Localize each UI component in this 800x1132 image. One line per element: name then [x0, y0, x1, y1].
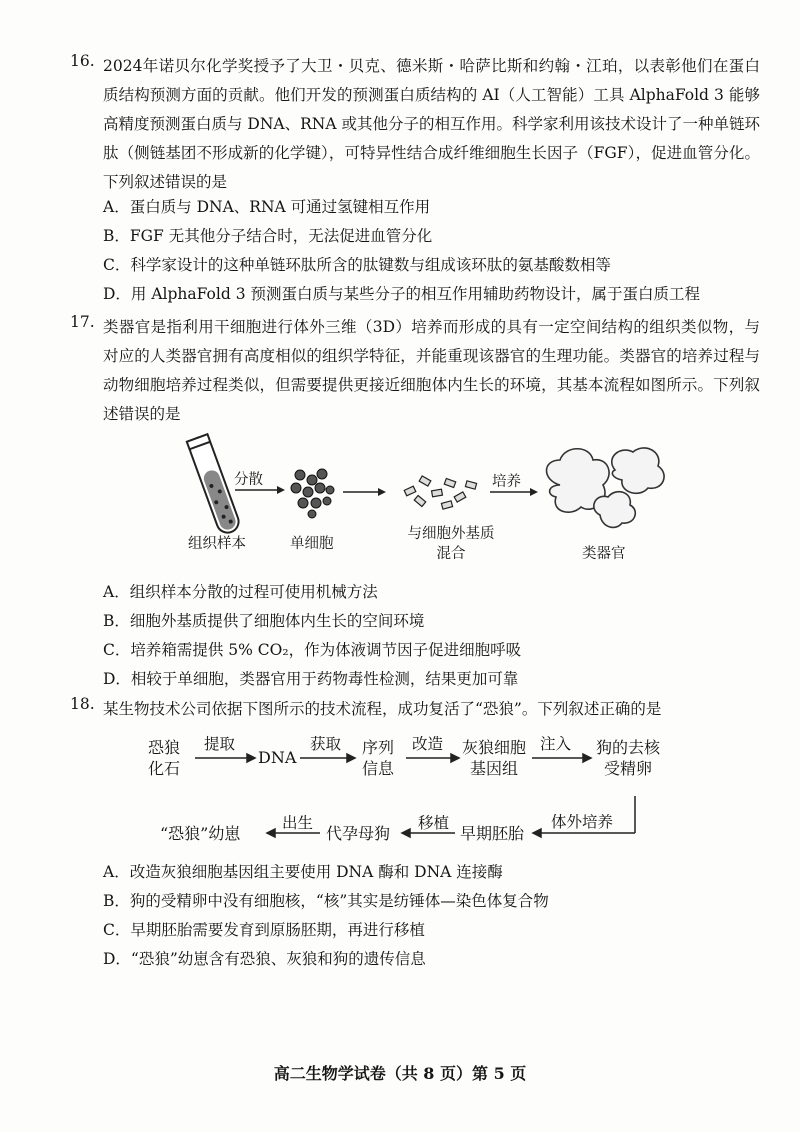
arrow-extract-label: 提取 — [204, 735, 236, 753]
organoid-icon — [547, 448, 665, 527]
arrow-culture-label: 培养 — [492, 474, 521, 490]
question-16 — [70, 52, 760, 197]
label-matrix-mix-line1: 与细胞外基质 — [407, 526, 495, 542]
node-fossil — [148, 737, 180, 779]
option-c[interactable]: C．培养箱需提供 5% CO₂，作为体液调节因子促进细胞呼吸 — [103, 641, 522, 659]
option-d[interactable]: D．相较于单细胞，类器官用于药物毒性检测，结果更加可靠 — [103, 670, 519, 688]
option-d[interactable]: D．“恐狼”幼崽含有恐狼、灰狼和狗的遗传信息 — [103, 950, 426, 968]
matrix-cells-icon — [404, 476, 476, 509]
option-c[interactable]: C．科学家设计的这种单链环肽所含的肽键数与组成该环肽的氨基酸数相等 — [103, 256, 611, 274]
single-cells-icon — [291, 469, 334, 518]
node-sequence-line1: 序列 — [362, 738, 395, 757]
page-footer: 高二生物学试卷（共 8 页）第 5 页 — [273, 1064, 527, 1083]
node-gray-wolf-line2: 基因组 — [470, 759, 519, 778]
question-18 — [70, 695, 760, 724]
option-b[interactable]: B．FGF 无其他分子结合时，无法促进血管分化 — [103, 227, 433, 245]
node-enucleated-egg — [596, 737, 660, 779]
arrow-disperse-label: 分散 — [234, 472, 263, 488]
option-a[interactable]: A．蛋白质与 DNA、RNA 可通过氢键相互作用 — [103, 198, 431, 216]
option-b[interactable]: B．狗的受精卵中没有细胞核，“核”其实是纺锤体—染色体复合物 — [103, 892, 549, 910]
node-dna: DNA — [258, 748, 297, 767]
label-single-cell: 单细胞 — [290, 536, 334, 552]
label-matrix-mix — [396, 524, 506, 564]
option-a[interactable]: A．改造灰狼细胞基因组主要使用 DNA 酶和 DNA 连接酶 — [103, 863, 503, 881]
arrow-transplant-label: 移植 — [418, 814, 450, 832]
option-b[interactable]: B．细胞外基质提供了细胞体内生长的空间环境 — [103, 612, 425, 630]
arrow-inject-label: 注入 — [540, 735, 572, 753]
node-gray-wolf-genome — [462, 737, 526, 779]
node-early-embryo: 早期胚胎 — [460, 824, 525, 843]
node-dire-wolf-pup: “恐狼”幼崽 — [160, 824, 241, 843]
arrow-modify-label: 改造 — [412, 735, 444, 753]
node-egg-line1: 狗的去核 — [596, 738, 661, 757]
dire-wolf-flow-arrows — [0, 730, 800, 860]
node-sequence-line2: 信息 — [362, 759, 395, 778]
question-stem: 2024年诺贝尔化学奖授予了大卫・贝克、德米斯・哈萨比斯和约翰・江珀，以表彰他们在蛋白质结构预测方面的贡献。他们开发的预测蛋白质结构的 AI（人工智能）工具 AlphaFold 3 能够高精度预测蛋白质与 DNA、RNA 或其他分子的相互作用。科学家利用该技术设计了一种单链环肽（侧链基团不形成新的化学键），可特异性结合成纤维细胞生长因子（FGF），促进血管分化。下列叙述错误的是 — [103, 57, 760, 191]
label-matrix-mix-line2: 混合 — [436, 546, 466, 562]
node-egg-line2: 受精卵 — [604, 759, 653, 778]
question-number: 18. — [70, 695, 95, 713]
option-a[interactable]: A．组织样本分散的过程可使用机械方法 — [103, 583, 378, 601]
label-organoid: 类器官 — [582, 546, 626, 562]
arrow-culture-label: 体外培养 — [551, 813, 614, 831]
node-surrogate-dog: 代孕母狗 — [326, 824, 391, 843]
arrow-obtain-label: 获取 — [310, 735, 342, 753]
arrow-birth-label: 出生 — [282, 814, 314, 832]
node-sequence — [362, 737, 394, 779]
label-tissue-sample: 组织样本 — [188, 536, 246, 552]
node-gray-wolf-line1: 灰狼细胞 — [462, 738, 527, 757]
question-number: 16. — [70, 52, 95, 70]
question-number: 17. — [70, 313, 95, 331]
question-17 — [70, 313, 760, 429]
option-c[interactable]: C．早期胚胎需要发育到原肠胚期，再进行移植 — [103, 921, 425, 939]
question-stem: 某生物技术公司依据下图所示的技术流程，成功复活了“恐狼”。下列叙述正确的是 — [103, 700, 662, 718]
question-stem: 类器官是指利用干细胞进行体外三维（3D）培养而形成的具有一定空间结构的组织类似物，与对应的人类器官拥有高度相似的组织学特征，并能重现该器官的生理功能。类器官的培养过程与动物细胞培养过程类似，但需要提供更接近细胞体内生长的环境，其基本流程如图所示。下列叙述错误的是 — [103, 318, 760, 423]
node-fossil-line1: 恐狼 — [148, 738, 181, 757]
option-d[interactable]: D．用 AlphaFold 3 预测蛋白质与某些分子的相互作用辅助药物设计，属于蛋白质工程 — [103, 285, 700, 303]
node-fossil-line2: 化石 — [148, 759, 181, 778]
